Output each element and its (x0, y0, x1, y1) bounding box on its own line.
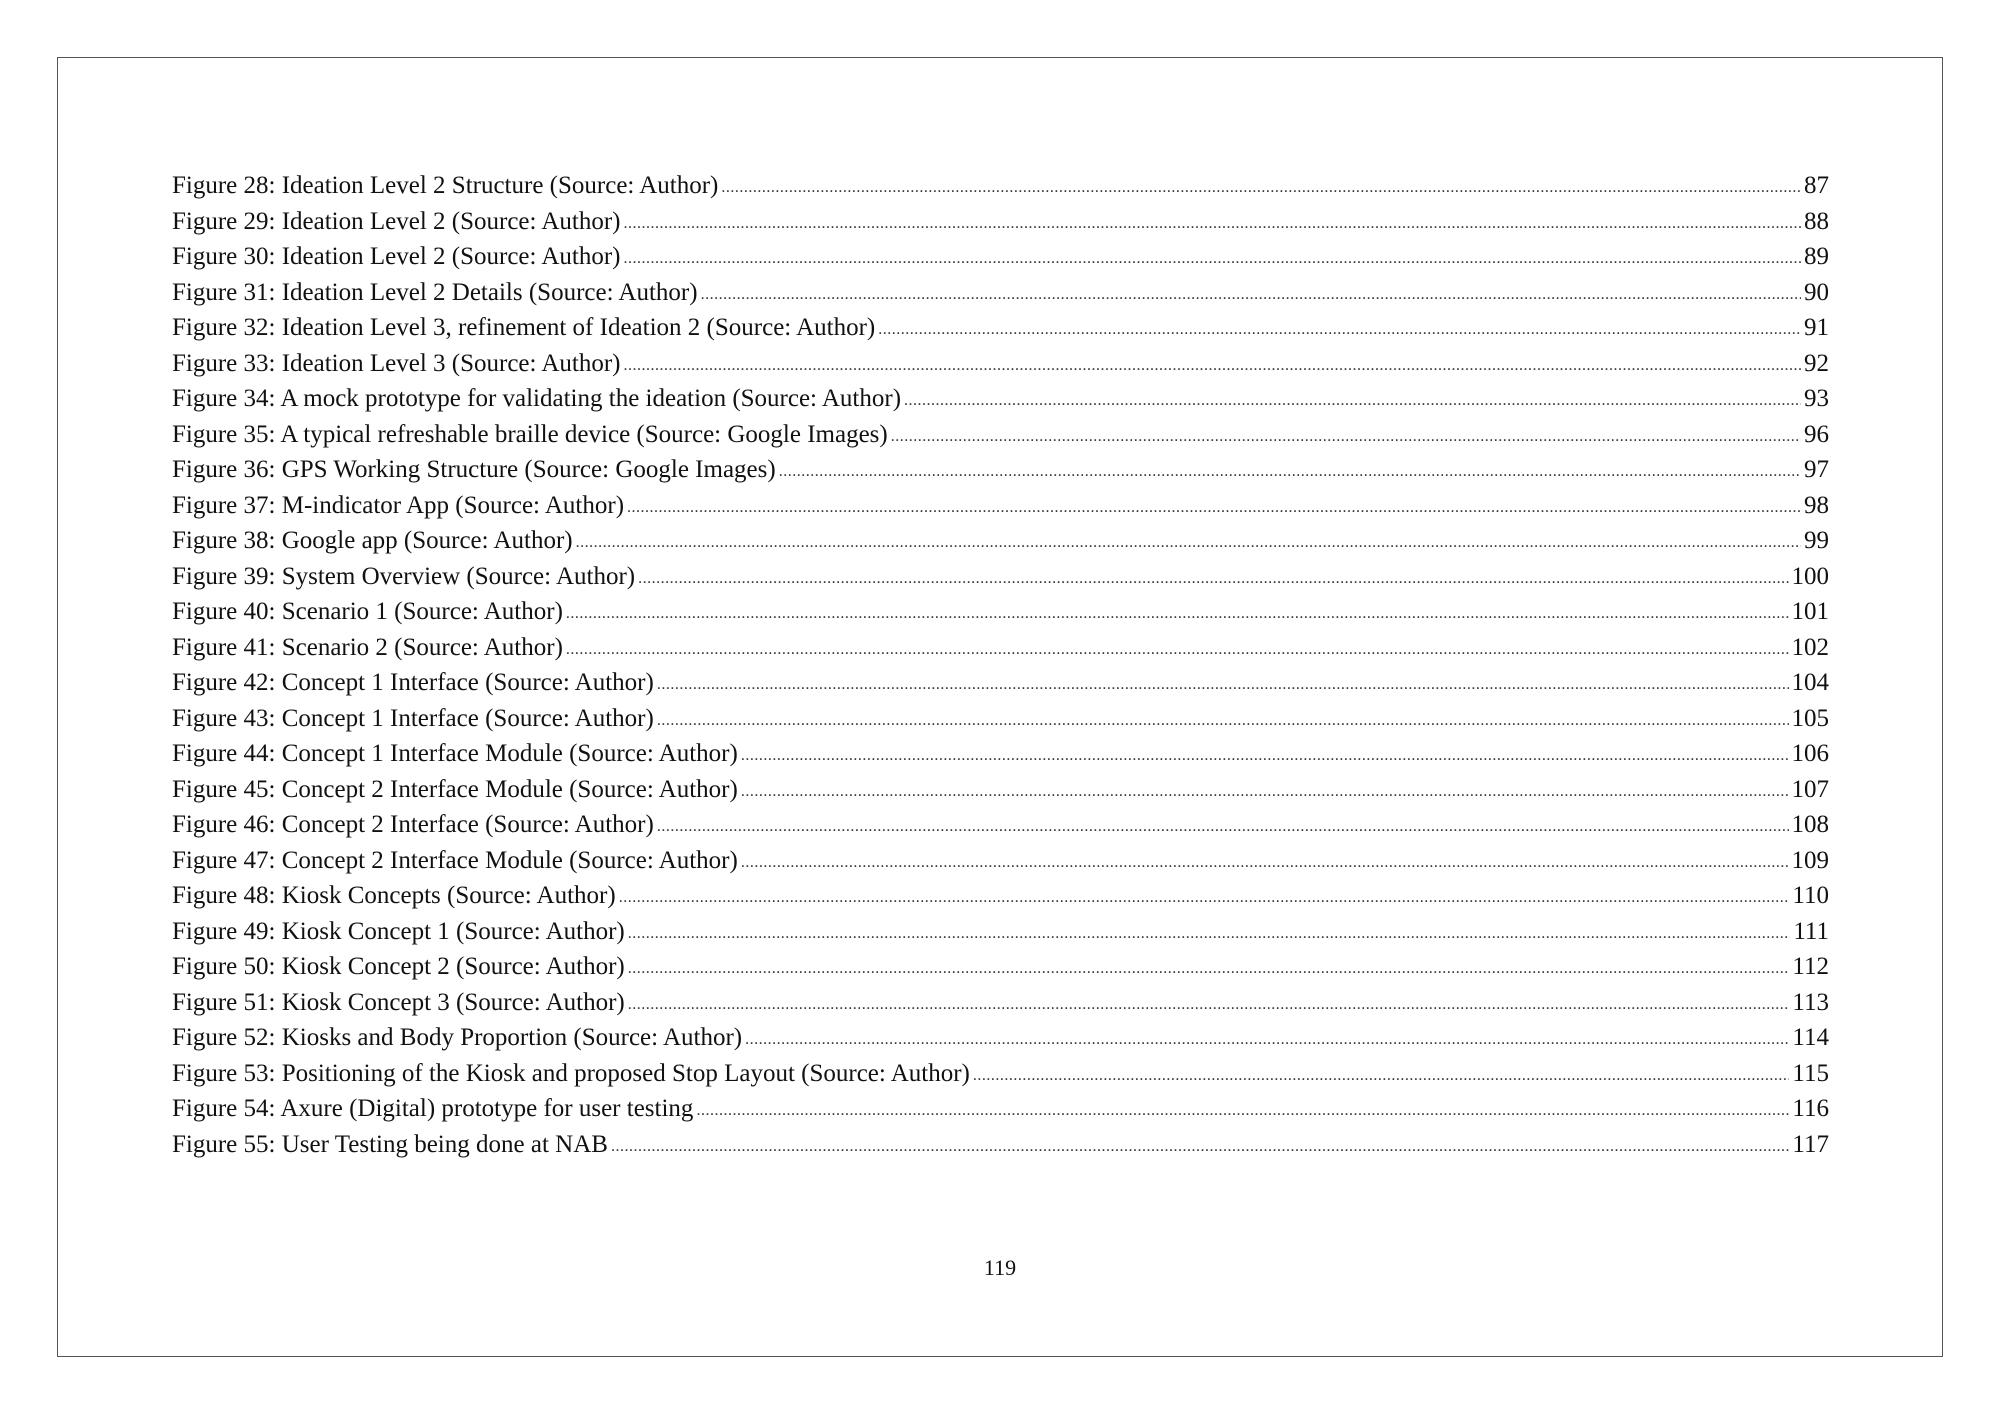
dot-leader (878, 313, 1801, 341)
figure-entry-page-number: 92 (1804, 349, 1829, 377)
figure-entry-page-number: 109 (1791, 846, 1829, 874)
dot-leader (657, 810, 1789, 838)
dot-leader (619, 881, 1790, 909)
figure-entry-page-number: 91 (1804, 314, 1829, 341)
figure-entry[interactable] (172, 918, 1829, 954)
figure-entry[interactable] (172, 1095, 1829, 1131)
figure-entry[interactable] (172, 243, 1829, 279)
figure-entry[interactable] (172, 598, 1829, 634)
dot-leader (779, 455, 1801, 483)
figure-entry-page-number: 97 (1804, 456, 1829, 483)
dot-leader (973, 1059, 1790, 1087)
figure-entry-title: Figure 53: Positioning of the Kiosk and proposed Stop Layout (Source: Author) (172, 1059, 970, 1087)
figure-entry-title: Figure 51: Kiosk Concept 3 (Source: Author) (172, 988, 625, 1016)
figure-entry-page-number: 104 (1791, 669, 1829, 696)
figure-entry-title: Figure 45: Concept 2 Interface Module (Source: Author) (172, 775, 738, 803)
figure-entry-page-number: 116 (1792, 1095, 1829, 1122)
figure-entry[interactable] (172, 847, 1829, 883)
figure-entry-title: Figure 40: Scenario 1 (Source: Author) (172, 598, 563, 625)
dot-leader (576, 526, 1801, 554)
figure-entry-title: Figure 52: Kiosks and Body Proportion (Source: Author) (172, 1024, 743, 1051)
figure-entry-title: Figure 29: Ideation Level 2 (Source: Author) (172, 207, 621, 235)
figure-entry-page-number: 102 (1791, 633, 1829, 661)
figure-entry-title: Figure 31: Ideation Level 2 Details (Source: Author) (172, 278, 698, 306)
dot-leader (891, 420, 1801, 448)
dot-leader (566, 597, 1789, 625)
figure-entry-page-number: 117 (1792, 1130, 1829, 1158)
dot-leader (741, 846, 1789, 874)
figure-entry[interactable] (172, 350, 1829, 386)
figure-entry-page-number: 110 (1792, 882, 1829, 909)
dot-leader (624, 242, 1802, 270)
figure-entry-page-number: 108 (1791, 811, 1829, 838)
dot-leader (696, 1094, 1789, 1122)
dot-leader (628, 917, 1791, 945)
figure-entry-title: Figure 50: Kiosk Concept 2 (Source: Author) (172, 953, 625, 980)
figure-entry[interactable] (172, 208, 1829, 244)
figure-entry[interactable] (172, 456, 1829, 492)
figure-entry-title: Figure 30: Ideation Level 2 (Source: Author) (172, 243, 621, 270)
dot-leader (628, 952, 1790, 980)
dot-leader (904, 384, 1801, 412)
figure-entry-page-number: 111 (1793, 917, 1829, 945)
dot-leader (701, 278, 1801, 306)
figure-entry-title: Figure 44: Concept 1 Interface Module (Source: Author) (172, 740, 738, 767)
figure-entry[interactable] (172, 989, 1829, 1025)
figure-entry-title: Figure 32: Ideation Level 3, refinement of Ideation 2 (Source: Author) (172, 314, 876, 341)
dot-leader (741, 739, 1789, 767)
dot-leader (657, 668, 1789, 696)
figure-entry[interactable] (172, 1024, 1829, 1060)
figure-entry-page-number: 112 (1792, 953, 1829, 980)
figure-entry[interactable] (172, 1060, 1829, 1096)
figure-entry-title: Figure 39: System Overview (Source: Author) (172, 562, 636, 590)
figure-entry[interactable] (172, 953, 1829, 989)
figure-entry[interactable] (172, 882, 1829, 918)
figure-entry[interactable] (172, 811, 1829, 847)
figure-entry-page-number: 115 (1792, 1059, 1829, 1087)
figure-entry-title: Figure 35: A typical refreshable braille device (Source: Google Images) (172, 420, 888, 448)
figure-entry-title: Figure 47: Concept 2 Interface Module (Source: Author) (172, 846, 738, 874)
dot-leader (566, 633, 1789, 661)
figure-entry-page-number: 96 (1804, 420, 1829, 448)
figure-entry-title: Figure 33: Ideation Level 3 (Source: Author) (172, 349, 621, 377)
figure-entry[interactable] (172, 385, 1829, 421)
figure-entry[interactable] (172, 172, 1829, 208)
figure-entry[interactable] (172, 314, 1829, 350)
figure-entry-page-number: 100 (1791, 562, 1829, 590)
page-number: 119 (983, 1255, 1017, 1280)
dot-leader (627, 491, 1801, 519)
figure-entry[interactable] (172, 705, 1829, 741)
figure-entry[interactable] (172, 634, 1829, 670)
figure-entry[interactable] (172, 563, 1829, 599)
dot-leader (638, 562, 1788, 590)
figure-entry-title: Figure 36: GPS Working Structure (Source: Google Images) (172, 456, 776, 483)
dot-leader (741, 775, 1789, 803)
figure-entry[interactable] (172, 776, 1829, 812)
figure-entry-page-number: 99 (1804, 527, 1829, 554)
figure-entry-title: Figure 43: Concept 1 Interface (Source: Author) (172, 704, 654, 732)
figure-entry[interactable] (172, 421, 1829, 457)
figure-entry-title: Figure 54: Axure (Digital) prototype for user testing (172, 1095, 694, 1122)
dot-leader (624, 349, 1802, 377)
figure-entry-page-number: 101 (1791, 598, 1829, 625)
figure-entry-title: Figure 38: Google app (Source: Author) (172, 527, 573, 554)
dot-leader (624, 207, 1802, 235)
figure-entry-page-number: 90 (1804, 278, 1829, 306)
figure-entry[interactable] (172, 740, 1829, 776)
figure-entry[interactable] (172, 1131, 1829, 1167)
figure-entry-page-number: 88 (1804, 207, 1829, 235)
figure-entry-title: Figure 41: Scenario 2 (Source: Author) (172, 633, 563, 661)
figure-entry-title: Figure 37: M-indicator App (Source: Author) (172, 491, 625, 519)
dot-leader (721, 171, 1801, 199)
figure-entry[interactable] (172, 669, 1829, 705)
figure-entry-page-number: 98 (1804, 491, 1829, 519)
figure-entry[interactable] (172, 492, 1829, 528)
figure-entry-title: Figure 28: Ideation Level 2 Structure (Source: Author) (172, 172, 719, 199)
figure-entry-title: Figure 49: Kiosk Concept 1 (Source: Author) (172, 917, 625, 945)
dot-leader (628, 988, 1790, 1016)
dot-leader (611, 1130, 1789, 1158)
figure-entry-title: Figure 34: A mock prototype for validating the ideation (Source: Author) (172, 385, 902, 412)
figure-entry-page-number: 105 (1791, 704, 1829, 732)
dot-leader (745, 1023, 1789, 1051)
figure-entry-title: Figure 42: Concept 1 Interface (Source: Author) (172, 669, 654, 696)
figure-entry[interactable] (172, 527, 1829, 563)
figure-entry-page-number: 87 (1804, 172, 1829, 199)
figure-entry-page-number: 93 (1804, 385, 1829, 412)
figure-entry-page-number: 113 (1792, 988, 1829, 1016)
figure-entry-page-number: 89 (1804, 243, 1829, 270)
figure-entry-page-number: 114 (1792, 1024, 1829, 1051)
figure-entry-title: Figure 48: Kiosk Concepts (Source: Author) (172, 882, 616, 909)
figure-entry[interactable] (172, 279, 1829, 315)
list-of-figures (172, 172, 1829, 1166)
figure-entry-page-number: 106 (1791, 740, 1829, 767)
figure-entry-title: Figure 55: User Testing being done at NAB (172, 1130, 608, 1158)
figure-entry-page-number: 107 (1791, 775, 1829, 803)
figure-entry-title: Figure 46: Concept 2 Interface (Source: Author) (172, 811, 654, 838)
dot-leader (657, 704, 1789, 732)
